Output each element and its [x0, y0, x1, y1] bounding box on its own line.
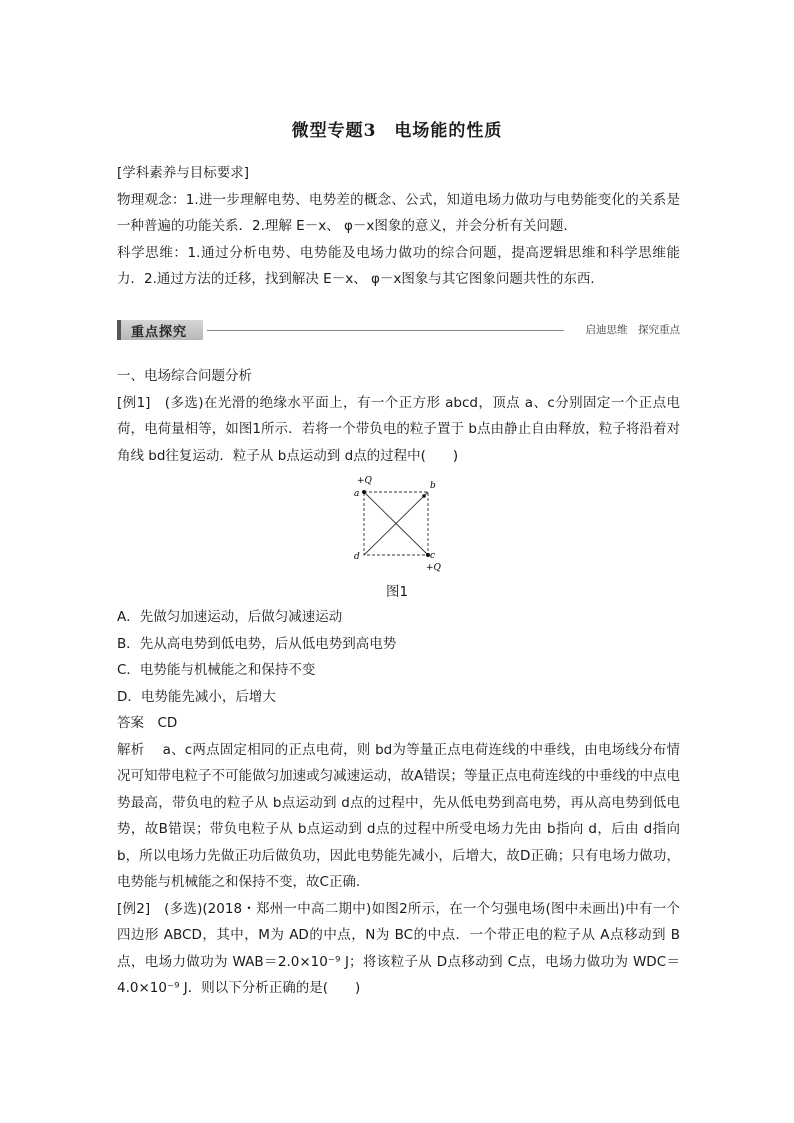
charge-point-a: [362, 490, 366, 494]
charge-a-label: +Q: [357, 476, 372, 486]
answer-line: 答案 CD: [117, 715, 178, 731]
charge-c-label: +Q: [426, 563, 441, 573]
section-banner: [117, 318, 680, 342]
vertex-d-label: d: [354, 552, 360, 562]
vertex-a-label: a: [354, 489, 360, 499]
physics-concept-paragraph: 物理观念：1.进一步理解电势、电势差的概念、公式，知道电场力做功与电势能变化的关系是一种普遍的功能关系．2.理解 E－x、 φ－x图象的意义，并会分析有关问题．: [117, 191, 680, 234]
option-a: A．先做匀加速运动，后做匀减速运动: [117, 609, 343, 625]
scientific-thinking-paragraph: 科学思维：1.通过分析电势、电势能及电场力做功的综合问题，提高逻辑思维和科学思维能力．2.通过方法的迁移，找到解决 E－x、 φ－x图象与其它图象问题共性的东西．: [117, 244, 680, 287]
example1-stem: [例1] (多选)在光滑的绝缘水平面上，有一个正方形 abcd，顶点 a、c分别固定一个正点电荷，电荷量相等，如图1所示．若将一个带负电的粒子置于 b点由静止自由释放，粒子将沿着对角线 bd往复运动．粒子从 b点运动到 d点的过程中( ): [117, 394, 680, 464]
square-charges-diagram: [348, 476, 448, 576]
example2-stem: [例2] (多选)(2018・郑州一中高二期中)如图2所示，在一个匀强电场(图中未画出)中有一个四边形 ABCD，其中，M为 AD的中点，N为 BC的中点．一个带正电的粒子从 A点移动到 B点，电场力做功为 WAB＝2.0×10⁻⁹ J；将该粒子从 D点移动到 C点，电场力做功为 WDC＝4.0×10⁻⁹ J．则以下分析正确的是( ): [117, 900, 680, 996]
figure-1-caption: 图1: [385, 584, 409, 600]
banner-subtitle: 启迪思维 探究重点: [585, 324, 680, 336]
objectives-heading: [学科素养与目标要求]: [117, 165, 250, 181]
page-title: 微型专题3 电场能的性质: [291, 121, 503, 141]
particle-b: [422, 494, 426, 498]
vertex-b-label: b: [430, 481, 436, 491]
banner-divider: [207, 330, 564, 331]
figure-1-square-diagram: [348, 476, 448, 576]
vertex-c-label: c: [430, 551, 436, 561]
analysis-paragraph: 解析 a、c两点固定相同的正点电荷，则 bd为等量正点电荷连线的中垂线，由电场线分布情况可知带电粒子不可能做匀加速或匀减速运动，故A错误；等量正点电荷连线的中垂线的中点电势最高，带负电的粒子从 b点运动到 d点的过程中，先从低电势到高电势，再从高电势到低电势，故B错误；带负电粒子从 b点运动到 d点的过程中所受电场力先由 b指向 d，后由 d指向 b，所以电场力先做正功后做负功，因此电势能先减小，后增大，故D正确；只有电场力做功，电势能与机械能之和保持不变，故C正确．: [117, 741, 680, 890]
banner-title: 重点探究: [131, 325, 188, 340]
option-d: D．电势能先减小，后增大: [117, 688, 276, 705]
example1-options-and-solution: [117, 604, 680, 1002]
section-heading: 一、电场综合问题分析: [117, 368, 252, 384]
option-c: C．电势能与机械能之和保持不变: [117, 662, 316, 678]
example1-section: [117, 363, 680, 469]
banner-tab: [117, 320, 203, 340]
option-b: B．先从高电势到低电势，后从低电势到高电势: [117, 635, 397, 652]
objectives-section: [117, 160, 680, 293]
